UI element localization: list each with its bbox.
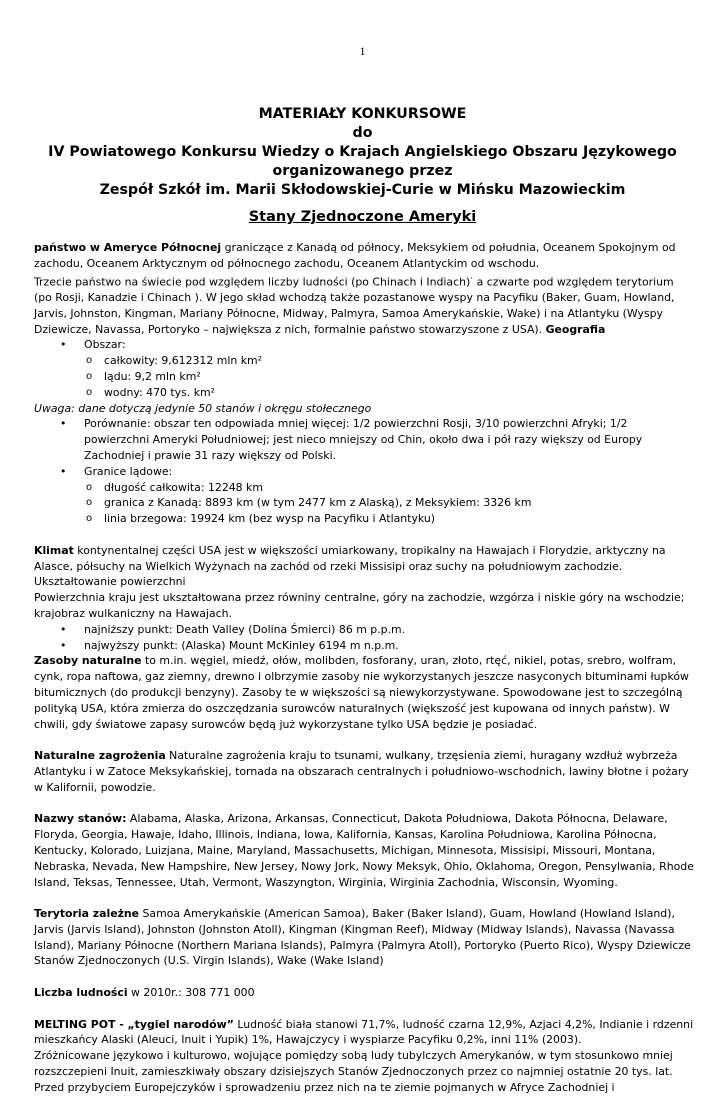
uksztaltowanie-heading: Ukształtowanie powierzchni xyxy=(34,575,186,589)
melting-paragraph xyxy=(34,1017,694,1049)
list-item: o granica z Kanadą: 8893 km (w tym 2477 km z Alaską), z Meksykiem: 3326 km xyxy=(104,495,694,511)
uwaga-note: Uwaga: dane dotyczą jedynie 50 stanów i okręgu stołecznego xyxy=(34,401,372,415)
granice-sublist xyxy=(84,480,694,527)
obszar-label: Obszar: xyxy=(84,338,126,352)
stany-label: Nazwy stanów: xyxy=(34,812,127,826)
intro-paragraph xyxy=(34,240,694,272)
section-title: Stany Zjednoczone Ameryki xyxy=(248,209,477,225)
intro-text-1: graniczące z Kanadą od północy, Meksykiem od południa, Oceanem Spokojnym od zachodu, Oceanem Arktycznym od północnego zachodu, Oceanem Atlantyckim od wschodu. xyxy=(34,241,676,270)
zagrozenia-label: Naturalne zagrożenia xyxy=(34,749,166,763)
melting-paragraph-2: Zróżnicowane językowo i kulturowo, wojujące pomiędzy sobą ludy tubylczych Amerykanów, w tym stosunkowo mniej rozszczepieni Inuit, zamieszkiwały obszary dzisiejszych Stanów Zjednoczonych przez co najmniej ostatnie 20 tys. lat. Przed przybyciem Europejczyków i sprowadzeniu przez nich na te ziemie pojmanych w Afryce Zachodniej i xyxy=(34,1049,673,1094)
ludnosc-label: Liczba ludności xyxy=(34,986,128,1000)
list-item: • najniższy punkt: Death Valley (Dolina Śmierci) 86 m p.p.m. xyxy=(84,622,694,638)
header-organized-by: organizowanego przez xyxy=(272,163,453,179)
list-item: o linia brzegowa: 19924 km (bez wysp na Pacyfiku i Atlantyku) xyxy=(104,511,694,527)
document-header xyxy=(20,105,705,200)
zasoby-text: to m.in. węgiel, miedź, ołów, molibden, fosforany, uran, złoto, rtęć, nikiel, potas, srebro, wolfram, cynk, ropa naftowa, gaz ziemny, drewno i olbrzymie zasoby nie wykorzystanych jeszcze nasyconych bituminami łupków bitumicznych (do produkcji benzyny). Zasoby te w większości są niewykorzystywane. Spowodowane jest to szczególną polityką USA, która zmierza do oszczędzania surowców naturalnych (większość jest kupowana od innych państw). W chwili, gdy światowe zapasy surowców będą już wykorzystane tylko USA będzie je posiadać. xyxy=(34,654,689,731)
spacer xyxy=(34,527,694,543)
header-line-do: do xyxy=(352,125,373,141)
intro-paragraph-2 xyxy=(34,272,694,338)
zagrozenia-text: Naturalne zagrożenia kraju to tsunami, wulkany, trzęsienia ziemi, huragany wzdłuż wybrzeża Atlantyku i w Zatoce Meksykańskiej, tornada na obszarach centralnych i południowo-wschodnich, lawiny błotne i pożary w Kalifornii, powodzie. xyxy=(34,749,689,794)
page-number: 1 xyxy=(359,44,366,58)
spacer xyxy=(34,796,694,812)
list-item: o długość całkowita: 12248 km xyxy=(104,480,694,496)
document-body xyxy=(34,240,694,1096)
list-item xyxy=(84,337,694,400)
header-contest-name: IV Powiatowego Konkursu Wiedzy o Krajach Angielskiego Obszaru Językowego xyxy=(48,144,677,160)
klimat-label: Klimat xyxy=(34,543,74,557)
melting-label: MELTING POT - „tygiel narodów” xyxy=(34,1017,234,1031)
intro-lead: państwo w Ameryce Północnej xyxy=(34,241,222,254)
terytoria-text: Samoa Amerykańskie (American Samoa), Baker (Baker Island), Guam, Howland (Howland Island), Jarvis (Jarvis Island), Johnston (Johnston Atoll), Kingman (Kingman Reef), Midway (Midway Islands), Navassa (Navassa Island), Mariany Północne (Northern Mariana Islands), Palmyra (Palmyra Atoll), Portoryko (Puerto Rico), Wyspy Dziewicze Stanów Zjednoczonych (U.S. Virgin Islands), Wake (Wake Island) xyxy=(34,907,691,968)
granice-label: Granice lądowe: xyxy=(84,464,173,478)
intro-text-3: a czwarte pod względem terytorium (po Rosji, Kanadzie i Chinach ). W jego skład wchodzą także pozastanowe wyspy na Pacyfiku (Baker, Guam, Howland, Jarvis, Johnston, Kingman, Mariany Północne, Midway, Palmyra, Samoa Amerykańskie, Wake) i na Atlantyku (Wyspy Dziewicze, Navassa, Portoryko – największa z nich, formalnie państwo stowarzyszone z USA). xyxy=(34,275,675,336)
list-item: o całkowity: 9,612312 mln km² xyxy=(104,353,694,369)
header-title: MATERIAŁY KONKURSOWE xyxy=(258,106,467,122)
stany-text: Alabama, Alaska, Arizona, Arkansas, Connecticut, Dakota Południowa, Dakota Północna, Delaware, Floryda, Georgia, Hawaje, Idaho, Illinois, Indiana, Iowa, Kalifornia, Kansas, Karolina Południowa, Karolina Północna, Kentucky, Kolorado, Luizjana, Maine, Maryland, Massachusetts, Michigan, Minnesota, Missisipi, Missouri, Montana, Nebraska, Nevada, New Hampshire, New Jersey, Nowy Jork, Nowy Meksyk, Ohio, Oklahoma, Oregon, Pensylwania, Rhode Island, Teksas, Tennessee, Utah, Vermont, Waszyngton, Wirginia, Wirginia Zachodnia, Wisconsin, Wyoming. xyxy=(34,812,694,889)
klimat-text: kontynentalnej części USA jest w większości umiarkowany, tropikalny na Hawajach i Florydzie, arktyczny na Alasce, półsuchy na Wielkich Wyżynach na zachód od rzeki Missisipi oraz suchy na południowym zachodzie. xyxy=(34,543,666,573)
spacer xyxy=(34,732,694,748)
stany-paragraph xyxy=(34,811,694,890)
list-item: o lądu: 9,2 mln km² xyxy=(104,369,694,385)
porownanie-list xyxy=(34,416,694,527)
list-item xyxy=(84,464,694,527)
zasoby-paragraph xyxy=(34,653,694,732)
spacer xyxy=(34,890,694,906)
melting-text: Ludność biała stanowi 71,7%, ludność czarna 12,9%, Azjaci 4,2%, Indianie i rdzenni mieszkańcy Alaski (Aleuci, Inuit i Yupik) 1%, Hawajczycy i wyspiarze Pacyfiku 0,2%, inni 11% (2003). xyxy=(34,1017,694,1047)
terytoria-paragraph xyxy=(34,906,694,969)
list-item: o wodny: 470 tys. km² xyxy=(104,385,694,401)
uksztaltowanie-text: Powierzchnia kraju jest ukształtowana przez równiny centralne, góry na zachodzie, wzgórza i niskie góry na wschodzie; krajobraz wulkaniczny na Hawajach. xyxy=(34,591,685,620)
spacer xyxy=(34,969,694,985)
list-item: • Porównanie: obszar ten odpowiada mniej więcej: 1/2 powierzchni Rosji, 3/10 powierzchni Afryki; 1/2 powierzchni Ameryki Południowej; jest nieco mniejszy od Chin, około dwa i pół razy większy od Europy Zachodniej i prawie 31 razy większy od Polski. xyxy=(84,416,694,463)
header-school-name: Zespół Szkół im. Marii Skłodowskiej-Curie w Mińsku Mazowieckim xyxy=(99,182,626,198)
geografia-label: Geografia xyxy=(545,322,606,336)
intro-text-2: Trzecie państwo na świecie pod względem liczby ludności (po Chinach i Indiach) xyxy=(34,275,471,289)
ludnosc-text: w 2010r.: 308 771 000 xyxy=(127,986,255,1000)
spacer xyxy=(34,1001,694,1017)
obszar-sublist xyxy=(84,353,694,400)
zagrozenia-paragraph xyxy=(34,748,694,795)
points-list xyxy=(34,622,694,654)
list-item: • najwyższy punkt: (Alaska) Mount McKinley 6194 m n.p.m. xyxy=(84,638,694,654)
ludnosc-paragraph xyxy=(34,985,694,1001)
klimat-paragraph xyxy=(34,543,694,575)
obszar-list xyxy=(34,337,694,400)
zasoby-label: Zasoby naturalne xyxy=(34,654,142,668)
terytoria-label: Terytoria zależne xyxy=(34,907,140,921)
intro-sup: · xyxy=(470,273,474,284)
